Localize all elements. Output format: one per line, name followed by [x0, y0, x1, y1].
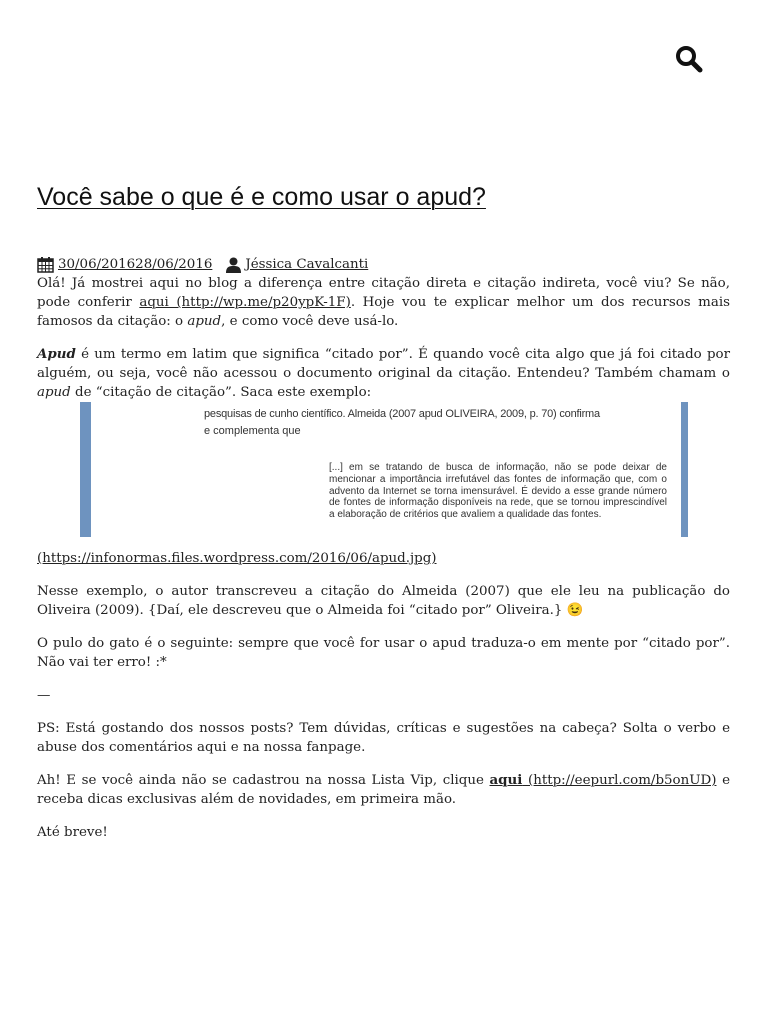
post-title[interactable]: Você sabe o que é e como usar o apud?: [37, 183, 486, 211]
image-border-left: [80, 402, 91, 537]
link-aqui-citacao[interactable]: aqui (http://wp.me/p20ypK-1F): [139, 295, 351, 310]
post-date-link[interactable]: 30/06/201628/06/2016: [58, 257, 213, 272]
text: e receba dicas exclusivas além de novidades, em primeira mão.: [37, 773, 730, 807]
image-link-paragraph: [37, 549, 730, 568]
text-italic: apud: [37, 385, 71, 400]
paragraph-apud-definition: [37, 345, 730, 402]
text: , e como você deve usá-lo.: [221, 314, 399, 329]
paragraph-intro: [37, 274, 730, 331]
text: . Hoje vou te explicar melhor um dos recursos mais famosos da citação: o: [37, 295, 730, 329]
author-link[interactable]: Jéssica Cavalcanti: [245, 257, 369, 272]
image-quote: [...] em se tratando de busca de informação, não se pode deixar de mencionar a importância irrefutável das fontes de informação que, com o advento da Internet se torna imensurável. É devido a esse grande número de fontes de informação disponíveis na rede, que se tornou imprescindível a elaboração de critérios que avaliem a qualidade das fontes.: [329, 462, 667, 521]
paragraph-closing: Até breve!: [37, 825, 108, 840]
wink-emoji-icon: 😉: [566, 603, 584, 618]
text: de “citação de citação”. Saca este exemplo:: [70, 385, 372, 400]
paragraph-lista-vip: [37, 771, 730, 809]
post-content: [37, 255, 730, 856]
paragraph-ps: PS: Está gostando dos nossos posts? Tem dúvidas, críticas e sugestões na cabeça? Solta o verbo e abuse dos comentários aqui e na nossa fanpage.: [37, 721, 730, 755]
text-italic: apud: [187, 314, 222, 329]
text: Nesse exemplo, o autor transcreveu a citação do Almeida (2007) que ele leu na publicação do Oliveira (2009). {Daí, ele descreveu que o Almeida foi “citado por” Oliveira.}: [37, 584, 730, 618]
author-wrap: [226, 255, 368, 274]
text: é um termo em latim que significa “citado por”. É quando você cita algo que já foi citado por alguém, ou seja, você não acessou o documento original da citação. Entendeu? Também chamam o: [37, 347, 730, 381]
paragraph-tip: O pulo do gato é o seguinte: sempre que você for usar o apud traduza-o em mente por “citado por”. Não vai ter erro! :*: [37, 636, 730, 670]
separator-dash: —: [37, 688, 51, 703]
post-meta: [37, 255, 730, 274]
text-bold-italic: Apud: [37, 346, 76, 362]
user-icon: [226, 257, 241, 273]
image-border-right: [681, 402, 688, 537]
image-text-line-1: pesquisas de cunho científico. Almeida (2007 apud OLIVEIRA, 2009, p. 70) confirma: [204, 408, 600, 420]
search-icon: [674, 44, 704, 74]
link-url-text: (http://eepurl.com/b5onUD): [522, 773, 717, 788]
image-text-line-2: e complementa que: [204, 425, 301, 437]
image-link[interactable]: (https://infonormas.files.wordpress.com/2016/06/apud.jpg): [37, 551, 437, 566]
paragraph-example: [37, 582, 730, 620]
link-lista-vip[interactable]: [490, 773, 717, 788]
search-button[interactable]: [674, 44, 704, 74]
calendar-icon: [37, 256, 54, 273]
example-image[interactable]: [80, 402, 688, 537]
text: Olá! Já mostrei aqui no blog a diferença entre citação direta e citação indireta, você viu? Se não, pode conferir: [37, 276, 730, 310]
link-bold-text: aqui: [489, 772, 523, 788]
text: Ah! E se você ainda não se cadastrou na nossa Lista Vip, clique: [37, 773, 490, 788]
